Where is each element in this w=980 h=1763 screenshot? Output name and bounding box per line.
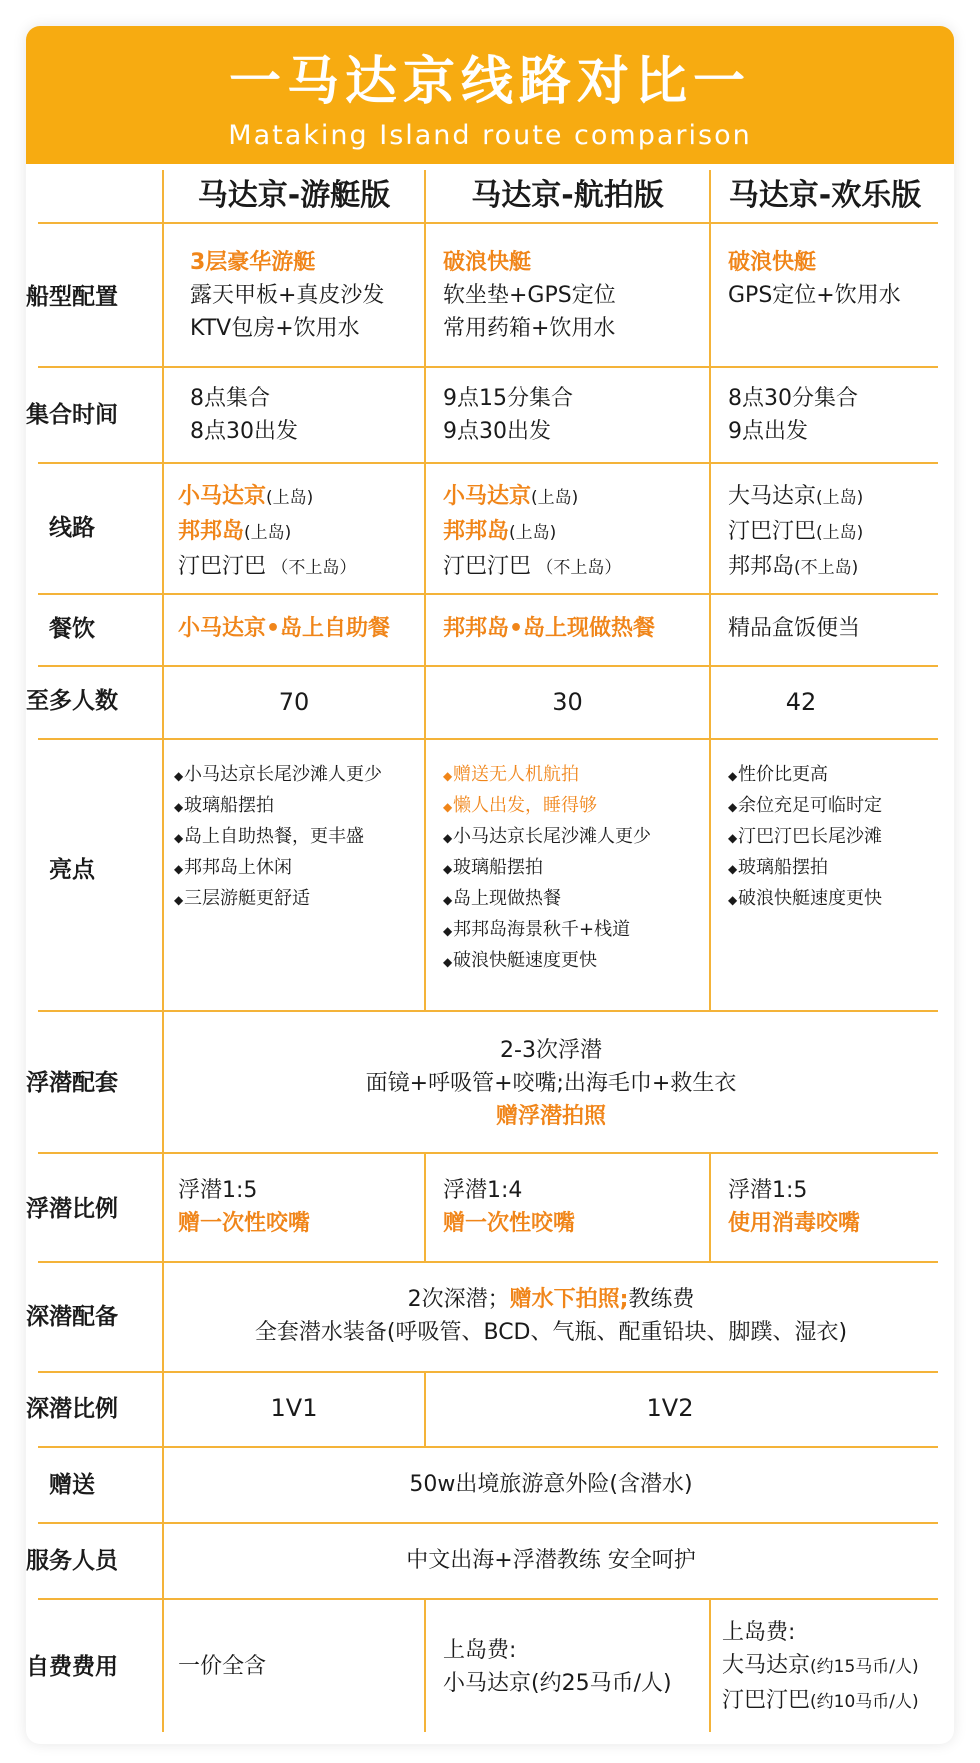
list-item: ◆汀巴汀巴长尾沙滩 <box>728 826 882 847</box>
meal-fun: 精品盒饭便当 <box>728 616 861 641</box>
grid-line <box>38 1522 938 1524</box>
list-item: ◆玻璃船摆拍 <box>443 857 543 878</box>
row-label-highlights: 亮点 <box>49 857 95 883</box>
row-label-capacity: 至多人数 <box>26 688 118 714</box>
boat-aerial: 破浪快艇 软坐垫+GPS定位 常用药箱+饮用水 <box>443 250 616 341</box>
list-item: ◆岛上现做热餐 <box>443 888 561 909</box>
list-item: ◆余位充足可临时定 <box>728 795 882 816</box>
row-label-staff: 服务人员 <box>26 1548 118 1574</box>
staff-value: 中文出海+浮潜教练 安全呵护 <box>406 1548 696 1573</box>
row-label-snorkel-gear: 浮潜配套 <box>26 1070 118 1096</box>
fees-aerial: 上岛费: 小马达京(约25马币/人) <box>443 1638 672 1696</box>
grid-line <box>38 222 938 224</box>
column-header-fun: 马达京-欢乐版 <box>728 178 922 213</box>
dive-ratio-other: 1V2 <box>646 1394 694 1422</box>
row-label-meal: 餐饮 <box>49 616 95 642</box>
grid-line <box>38 1261 938 1263</box>
grid-line <box>38 593 938 595</box>
dive-gear-value: 2次深潜；赠水下拍照;教练费 全套潜水装备(呼吸管、BCD、气瓶、配重铅块、脚蹼、湿衣) <box>254 1287 848 1345</box>
route-stop: 邦邦岛(上岛) <box>178 519 292 544</box>
grid-line <box>38 1371 938 1373</box>
grid-line <box>38 366 938 368</box>
highlights-yacht <box>174 760 424 915</box>
row-label-time: 集合时间 <box>26 402 118 428</box>
highlights-aerial <box>443 760 707 977</box>
grid-line <box>38 1010 938 1012</box>
list-item: ◆三层游艇更舒适 <box>174 888 310 909</box>
grid-line <box>38 738 938 740</box>
grid-line <box>38 665 938 667</box>
grid-line <box>424 170 426 1012</box>
snorkel-ratio-fun: 浮潜1:5 使用消毒咬嘴 <box>728 1178 861 1236</box>
route-aerial <box>443 480 707 585</box>
grid-line <box>38 1152 938 1154</box>
grid-line <box>709 1598 711 1732</box>
boat-fun: 破浪快艇 GPS定位+饮用水 <box>728 250 901 308</box>
grid-line <box>709 170 711 1012</box>
list-item: ◆懒人出发，睡得够 <box>443 795 597 816</box>
grid-line <box>38 1446 938 1448</box>
list-item: ◆玻璃船摆拍 <box>174 795 274 816</box>
row-label-dive-gear: 深潜配备 <box>26 1304 118 1330</box>
page-subtitle: Mataking Island route comparison <box>228 120 752 151</box>
time-aerial: 9点15分集合 9点30出发 <box>443 386 573 444</box>
time-yacht: 8点集合 8点30出发 <box>190 386 298 444</box>
list-item: ◆玻璃船摆拍 <box>728 857 828 878</box>
route-yacht <box>178 480 423 585</box>
dive-ratio-yacht: 1V1 <box>270 1394 318 1422</box>
route-stop: 汀巴汀巴 （不上岛） <box>178 554 357 579</box>
capacity-yacht: 70 <box>278 688 310 716</box>
list-item: ◆破浪快艇速度更快 <box>443 950 597 971</box>
grid-line <box>424 1598 426 1732</box>
grid-line <box>709 1152 711 1262</box>
fees-yacht: 一价全含 <box>178 1654 267 1679</box>
row-label-route: 线路 <box>49 515 95 541</box>
meal-aerial: 邦邦岛•岛上现做热餐 <box>443 616 656 641</box>
list-item: ◆邦邦岛上休闲 <box>174 857 292 878</box>
route-stop: 汀巴汀巴(上岛) <box>728 519 864 544</box>
snorkel-ratio-yacht: 浮潜1:5 赠一次性咬嘴 <box>178 1178 311 1236</box>
route-stop: 小马达京(上岛) <box>178 484 314 509</box>
column-header-yacht: 马达京-游艇版 <box>197 178 391 213</box>
page-title: 一马达京线路对比一 <box>228 52 751 112</box>
list-item: ◆邦邦岛海景秋千+栈道 <box>443 919 631 940</box>
meal-yacht: 小马达京•岛上自助餐 <box>178 616 391 641</box>
list-item: ◆小马达京长尾沙滩人更少 <box>443 826 651 847</box>
column-header-aerial: 马达京-航拍版 <box>471 178 664 213</box>
boat-yacht: 3层豪华游艇 露天甲板+真皮沙发 KTV包房+饮用水 <box>190 250 385 341</box>
grid-line <box>424 1152 426 1262</box>
list-item: ◆破浪快艇速度更快 <box>728 888 882 909</box>
snorkel-gear-value: 2-3次浮潜 面镜+呼吸管+咬嘴;出海毛巾+救生衣 赠浮潜拍照 <box>365 1038 737 1129</box>
route-stop: 小马达京(上岛) <box>443 484 579 509</box>
row-label-dive-ratio: 深潜比例 <box>26 1396 118 1422</box>
row-label-fees: 自费费用 <box>26 1654 118 1680</box>
capacity-fun: 42 <box>785 688 817 716</box>
gift-value: 50w出境旅游意外险(含潜水) <box>409 1472 693 1497</box>
route-stop: 汀巴汀巴 （不上岛） <box>443 554 622 579</box>
route-stop: 大马达京(上岛) <box>728 484 864 509</box>
row-label-gift: 赠送 <box>49 1472 95 1498</box>
grid-line <box>38 1598 938 1600</box>
capacity-aerial: 30 <box>552 688 583 716</box>
grid-line <box>38 462 938 464</box>
list-item: ◆性价比更高 <box>728 764 828 785</box>
row-label-snorkel-ratio: 浮潜比例 <box>26 1196 118 1222</box>
route-stop: 邦邦岛(上岛) <box>443 519 557 544</box>
time-fun: 8点30分集合 9点出发 <box>728 386 858 444</box>
row-label-boat: 船型配置 <box>26 284 118 310</box>
route-stop: 邦邦岛(不上岛) <box>728 554 859 579</box>
route-fun <box>728 480 938 585</box>
title-banner <box>26 26 954 164</box>
highlights-fun <box>728 760 938 915</box>
snorkel-ratio-aerial: 浮潜1:4 赠一次性咬嘴 <box>443 1178 576 1236</box>
fees-fun: 上岛费: 大马达京(约15马币/人) 汀巴汀巴(约10马币/人) <box>722 1620 919 1713</box>
list-item: ◆赠送无人机航拍 <box>443 764 579 785</box>
list-item: ◆小马达京长尾沙滩人更少 <box>174 764 382 785</box>
list-item: ◆岛上自助热餐，更丰盛 <box>174 826 364 847</box>
